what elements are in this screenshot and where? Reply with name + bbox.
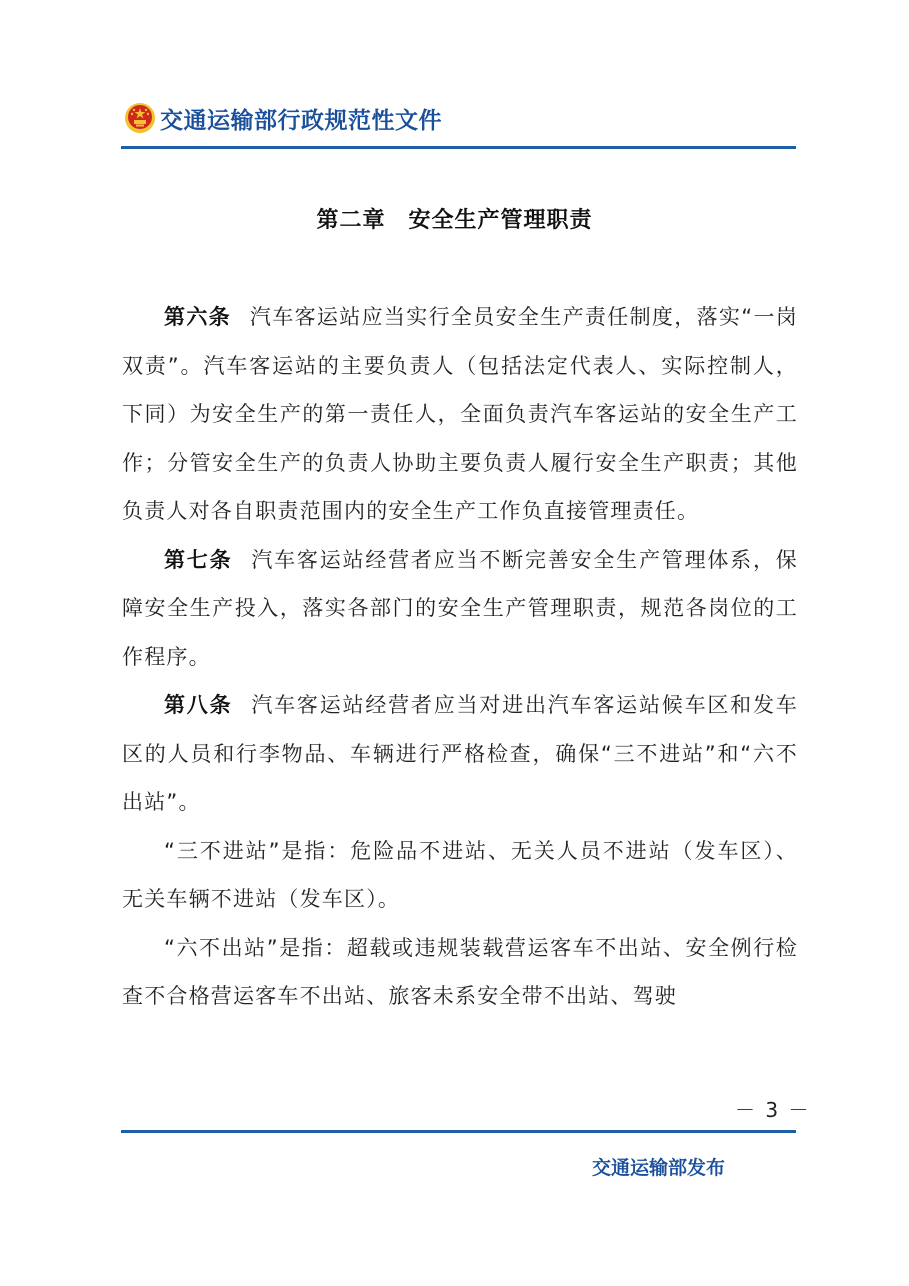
document-header bbox=[124, 98, 442, 138]
article-paragraph bbox=[122, 293, 798, 536]
paragraph-text: “六不出站”是指：超载或违规装载营运客车不出站、安全例行检查不合格营运客车不出站、旅客未系安全带不出站、驾驶 bbox=[122, 935, 798, 1008]
header-divider bbox=[121, 146, 796, 149]
document-body bbox=[122, 293, 798, 1021]
national-emblem-icon bbox=[124, 102, 156, 134]
article-text: 汽车客运站经营者应当对进出汽车客运站候车区和发车区的人员和行李物品、车辆进行严格检查，确保“三不进站”和“六不出站”。 bbox=[122, 693, 798, 814]
footer-divider bbox=[121, 1130, 796, 1133]
article-paragraph bbox=[122, 681, 798, 827]
definition-paragraph bbox=[122, 924, 798, 1021]
definition-paragraph bbox=[122, 827, 798, 924]
paragraph-text: “三不进站”是指：危险品不进站、无关人员不进站（发车区）、无关车辆不进站（发车区）。 bbox=[122, 838, 798, 911]
article-number: 第七条 bbox=[164, 547, 233, 572]
article-number: 第八条 bbox=[164, 693, 233, 717]
article-text: 汽车客运站经营者应当不断完善安全生产管理体系，保障安全生产投入，落实各部门的安全生产管理职责，规范各岗位的工作程序。 bbox=[122, 547, 798, 669]
document-header-title: 交通运输部行政规范性文件 bbox=[160, 107, 442, 134]
article-paragraph bbox=[122, 536, 798, 682]
footer-publisher: 交通运输部发布 bbox=[592, 1157, 726, 1179]
chapter-title: 第二章 安全生产管理职责 bbox=[316, 208, 593, 233]
article-number: 第六条 bbox=[164, 305, 232, 329]
article-text: 汽车客运站应当实行全员安全生产责任制度，落实“一岗双责”。汽车客运站的主要负责人（包括法定代表人、实际控制人，下同）为安全生产的第一责任人，全面负责汽车客运站的安全生产工作；分管安全生产的负责人协助主要负责人履行安全生产职责；其他负责人对各自职责范围内的安全生产工作负直接管理责任。 bbox=[122, 305, 798, 523]
page-number: － 3 － bbox=[735, 1098, 811, 1122]
